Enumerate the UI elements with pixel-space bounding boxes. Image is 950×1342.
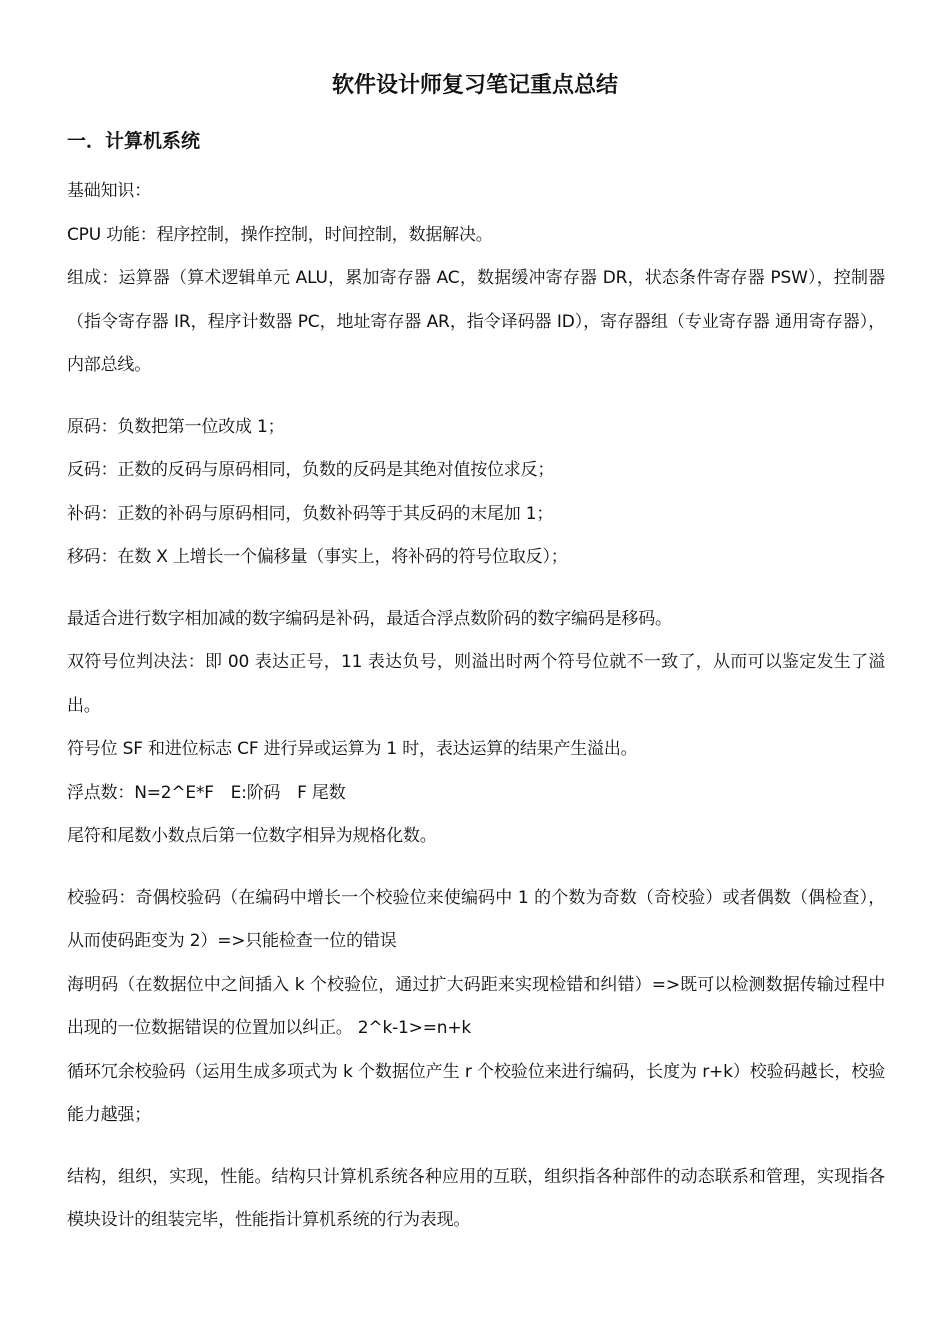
paragraph-architecture: 结构，组织，实现，性能。结构只计算机系统各种应用的互联，组织指各种部件的动态联系和管理，实现指各模块设计的组装完毕，性能指计算机系统的行为表现。 bbox=[67, 1166, 885, 1230]
paragraph-best-encoding: 最适合进行数字相加减的数字编码是补码，最适合浮点数阶码的数字编码是移码。 bbox=[67, 608, 672, 629]
section-heading: 一．计算机系统 bbox=[67, 130, 201, 152]
paragraph-sf-cf: 符号位 SF 和进位标志 CF 进行异或运算为 1 时，表达运算的结果产生溢出。 bbox=[67, 739, 638, 759]
document-title: 软件设计师复习笔记重点总结 bbox=[331, 73, 618, 98]
paragraph-hamming-code: 海明码（在数据位中之间插入 k 个校验位，通过扩大码距来实现检错和纠错）=>既可以检测数据传输过程中出现的一位数据错误的位置加以纠正。 2^k-1>=n+k bbox=[67, 974, 885, 1038]
paragraph-gap bbox=[67, 859, 885, 877]
paragraph-cpu-function: CPU 功能：程序控制，操作控制，时间控制，数据解决。 bbox=[67, 224, 493, 245]
document-body bbox=[67, 170, 885, 1243]
paragraph-double-sign: 双符号位判决法：即 00 表达正号，11 表达负号，则溢出时两个符号位就不一致了，从而可以鉴定发生了溢出。 bbox=[67, 652, 885, 716]
paragraph-ones-complement: 反码：正数的反码与原码相同，负数的反码是其绝对值按位求反； bbox=[67, 460, 555, 480]
paragraph-composition: 组成：运算器（算术逻辑单元 ALU，累加寄存器 AC，数据缓冲寄存器 DR，状态条件寄存器 PSW），控制器（指令寄存器 IR，程序计数器 PC，地址寄存器 AR，指令译码器 ID），寄存器组（专业寄存器 通用寄存器），内部总线。 bbox=[67, 268, 885, 375]
paragraph-floating-point: 浮点数：N=2^E*F E:阶码 F 尾数 bbox=[67, 782, 346, 803]
paragraph-gap bbox=[67, 580, 885, 598]
paragraph-original-code: 原码：负数把第一位改成 1； bbox=[67, 416, 285, 437]
paragraph-offset-code: 移码：在数 X 上增长一个偏移量（事实上，将补码的符号位取反）； bbox=[67, 547, 568, 567]
paragraph-gap bbox=[67, 1138, 885, 1156]
paragraph-twos-complement: 补码：正数的补码与原码相同，负数补码等于其反码的末尾加 1； bbox=[67, 503, 554, 524]
paragraph-normalization: 尾符和尾数小数点后第一位数字相异为规格化数。 bbox=[67, 826, 437, 846]
paragraph-crc: 循环冗余校验码（运用生成多项式为 k 个数据位产生 r 个校验位来进行编码，长度为 r+k）校验码越长，校验能力越强； bbox=[67, 1061, 885, 1125]
paragraph-gap bbox=[67, 388, 885, 406]
paragraph-basics-label: 基础知识： bbox=[67, 181, 151, 201]
paragraph-parity-check: 校验码：奇偶校验码（在编码中增长一个校验位来使编码中 1 的个数为奇数（奇校验）或者偶数（偶检查），从而使码距变为 2）=>只能检查一位的错误 bbox=[67, 887, 885, 951]
